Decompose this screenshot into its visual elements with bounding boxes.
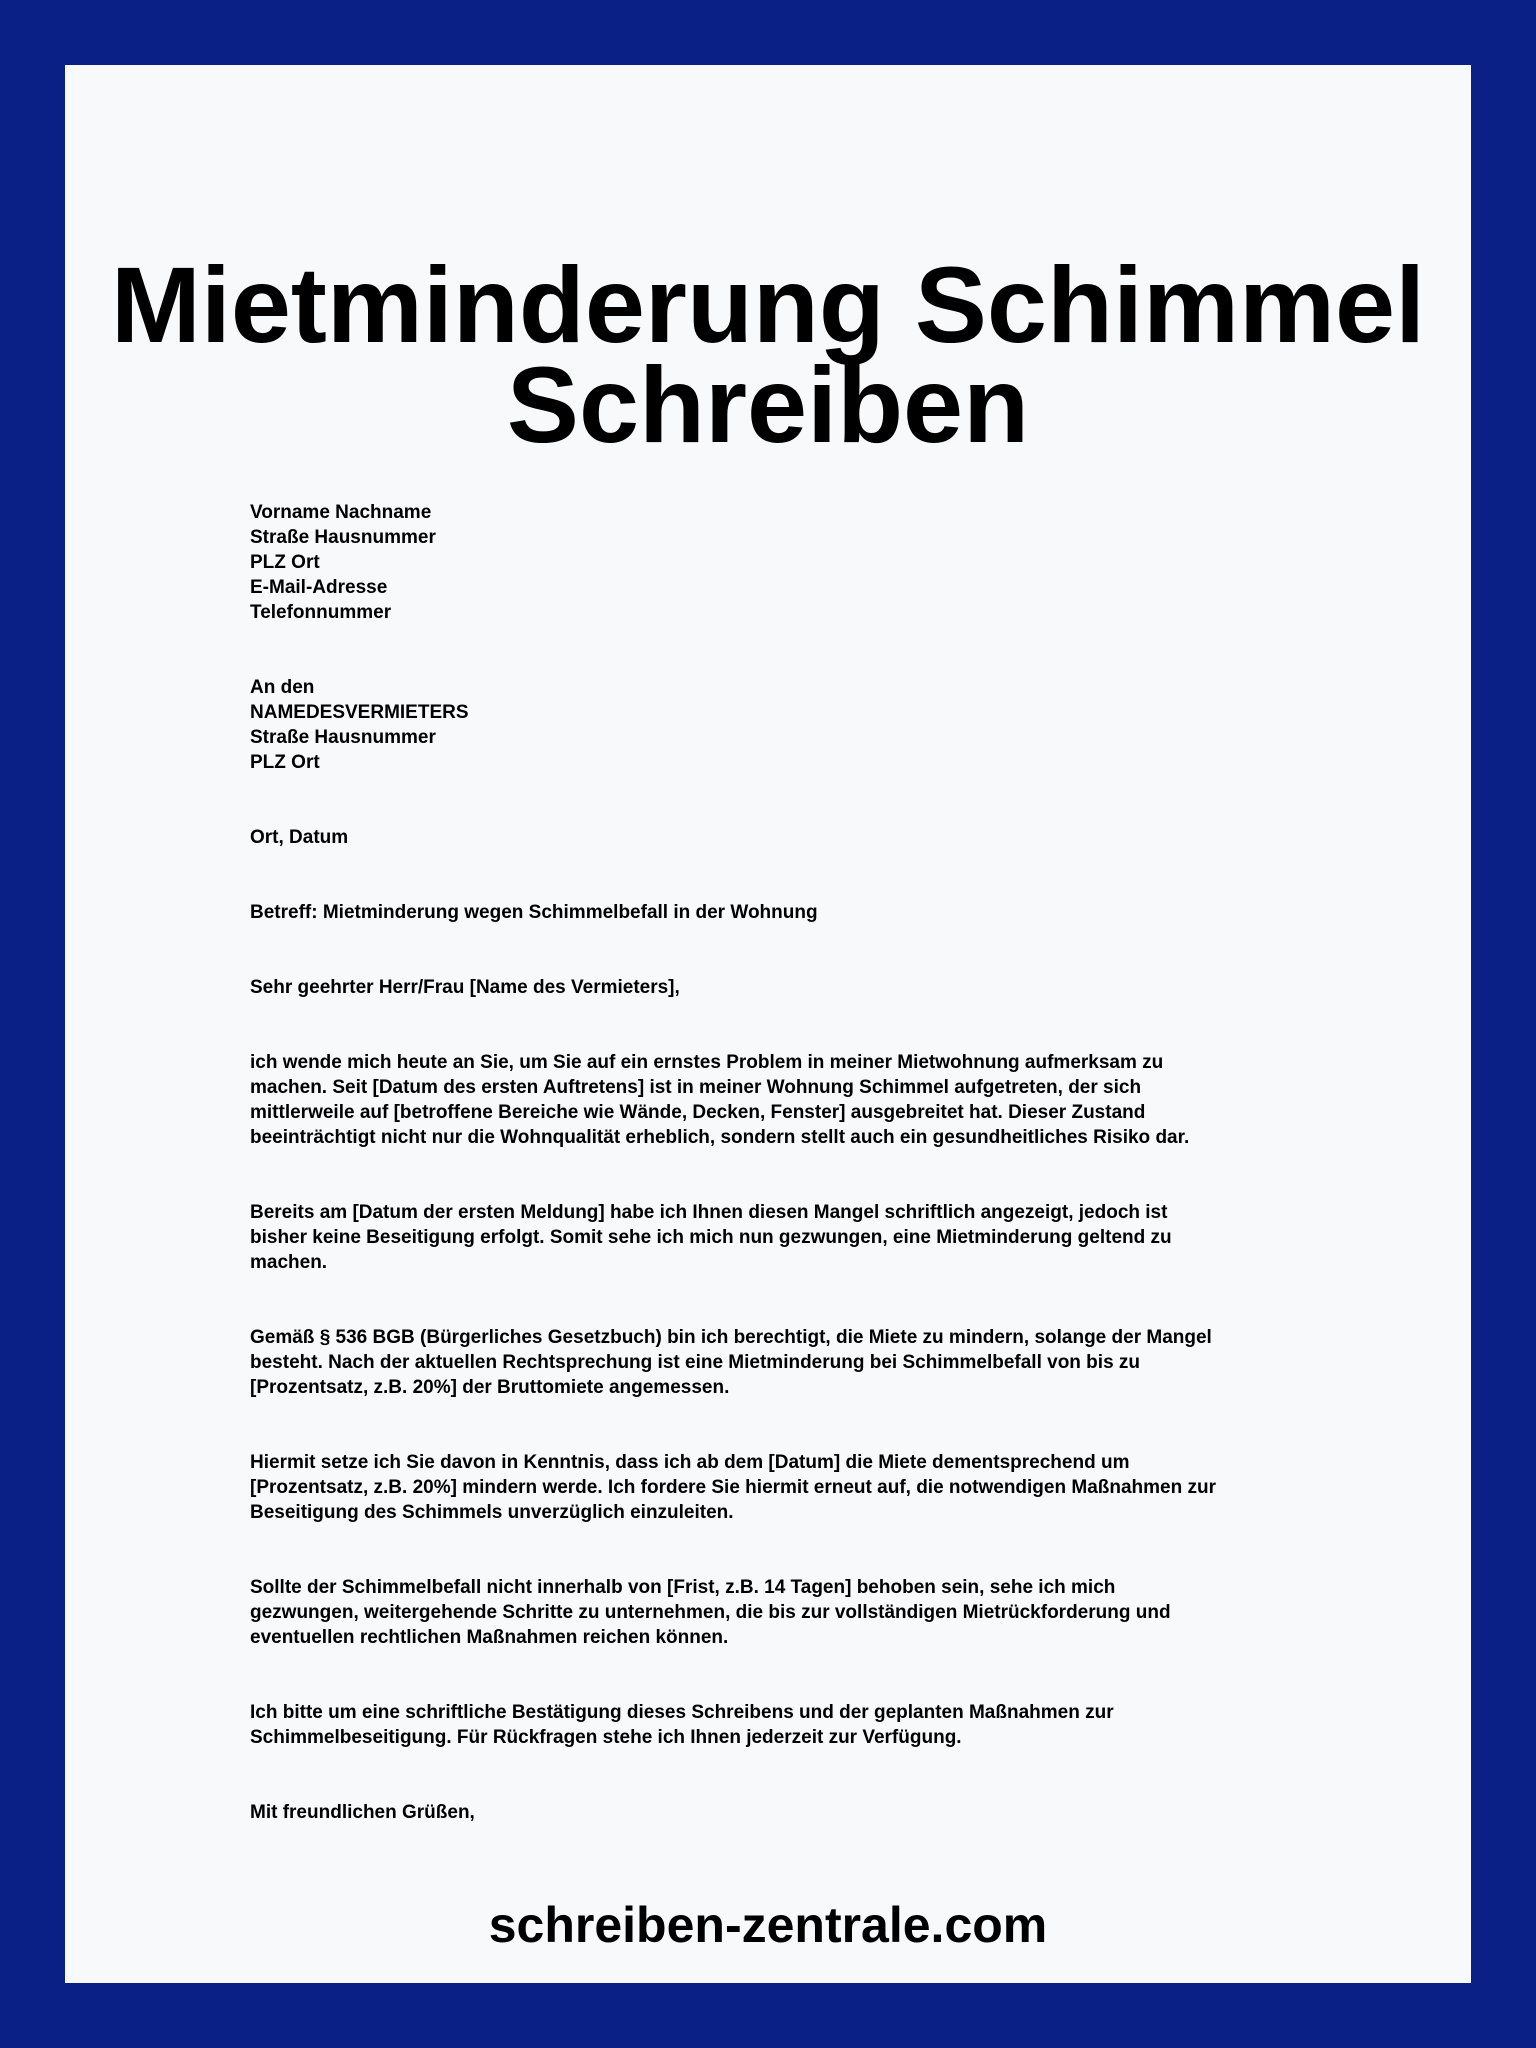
salutation-text: Sehr geehrter Herr/Frau [Name des Vermieters], [250, 977, 680, 998]
paragraph-line: eventuellen rechtlichen Maßnahmen reichen können. [250, 1627, 729, 1648]
paragraph-line: mittlerweile auf [betroffene Bereiche wie Wände, Decken, Fenster] ausgebreitet hat. Dieser Zustand [250, 1102, 1146, 1123]
paragraph-3 [250, 1325, 1350, 1400]
paragraph-line: Hiermit setze ich Sie davon in Kenntnis, dass ich ab dem [Datum] die Miete dementsprechend um [250, 1452, 1130, 1473]
recipient-prefix: An den [250, 677, 315, 698]
recipient-street: Straße Hausnummer [250, 727, 436, 748]
closing [250, 1800, 1350, 1825]
paragraph-5 [250, 1575, 1350, 1650]
paragraph-line: beeinträchtigt nicht nur die Wohnqualität erheblich, sondern stellt auch ein gesundheitliches Risiko dar. [250, 1127, 1190, 1148]
paragraph-line: machen. [250, 1252, 328, 1273]
paragraph-6 [250, 1700, 1350, 1750]
paragraph-line: Bereits am [Datum der ersten Meldung] habe ich Ihnen diesen Mangel schriftlich angezeigt, jedoch ist [250, 1202, 1168, 1223]
subject-text: Betreff: Mietminderung wegen Schimmelbefall in der Wohnung [250, 902, 818, 923]
paragraph-line: [Prozentsatz, z.B. 20%] mindern werde. Ich fordere Sie hiermit erneut auf, die notwendigen Maßnahmen zur [250, 1477, 1216, 1498]
document-page [65, 65, 1471, 1983]
paragraph-line: machen. Seit [Datum des ersten Auftretens] ist in meiner Wohnung Schimmel aufgetreten, der sich [250, 1077, 1142, 1098]
sender-email: E-Mail-Adresse [250, 577, 388, 598]
paragraph-line: bisher keine Beseitigung erfolgt. Somit sehe ich mich nun gezwungen, eine Mietminderung geltend zu [250, 1227, 1172, 1248]
paragraph-line: Sollte der Schimmelbefall nicht innerhalb von [Frist, z.B. 14 Tagen] behoben sein, sehe ich mich [250, 1577, 1116, 1598]
place-date-text: Ort, Datum [250, 827, 349, 848]
paragraph-line: gezwungen, weitergehende Schritte zu unternehmen, die bis zur vollständigen Mietrückforderung und [250, 1602, 1171, 1623]
paragraph-line: Gemäß § 536 BGB (Bürgerliches Gesetzbuch) bin ich berechtigt, die Miete zu mindern, solange der Mangel [250, 1327, 1212, 1348]
paragraph-line: besteht. Nach der aktuellen Rechtsprechung ist eine Mietminderung bei Schimmelbefall von bis zu [250, 1352, 1141, 1373]
sender-phone: Telefonnummer [250, 602, 392, 623]
paragraph-line: Beseitigung des Schimmels unverzüglich einzuleiten. [250, 1502, 734, 1523]
subject-line [250, 900, 1350, 925]
footer-website: schreiben-zentrale.com [488, 1897, 1048, 1953]
paragraph-2 [250, 1200, 1350, 1275]
recipient-name: NAMEDESVERMIETERS [250, 702, 469, 723]
recipient-city: PLZ Ort [250, 752, 320, 773]
paragraph-line: [Prozentsatz, z.B. 20%] der Bruttomiete angemessen. [250, 1377, 730, 1398]
sender-street: Straße Hausnummer [250, 527, 436, 548]
document-title [65, 244, 1471, 465]
paragraph-4 [250, 1450, 1350, 1525]
paragraph-line: Schimmelbeseitigung. Für Rückfragen stehe ich Ihnen jederzeit zur Verfügung. [250, 1727, 962, 1748]
sender-address [250, 500, 1350, 625]
title-line-2: Schreiben [506, 344, 1030, 465]
paragraph-1 [250, 1050, 1350, 1150]
paragraph-line: Ich bitte um eine schriftliche Bestätigung dieses Schreibens und der geplanten Maßnahmen zur [250, 1702, 1114, 1723]
recipient-address [250, 675, 1350, 775]
place-date [250, 825, 1350, 850]
closing-text: Mit freundlichen Grüßen, [250, 1802, 475, 1823]
salutation [250, 975, 1350, 1000]
sender-name: Vorname Nachname [250, 502, 432, 523]
paragraph-line: ich wende mich heute an Sie, um Sie auf ein ernstes Problem in meiner Mietwohnung aufmerksam zu [250, 1052, 1164, 1073]
title-line-1: Mietminderung Schimmel [110, 244, 1426, 365]
letter-body [250, 500, 1350, 1825]
sender-city: PLZ Ort [250, 552, 320, 573]
